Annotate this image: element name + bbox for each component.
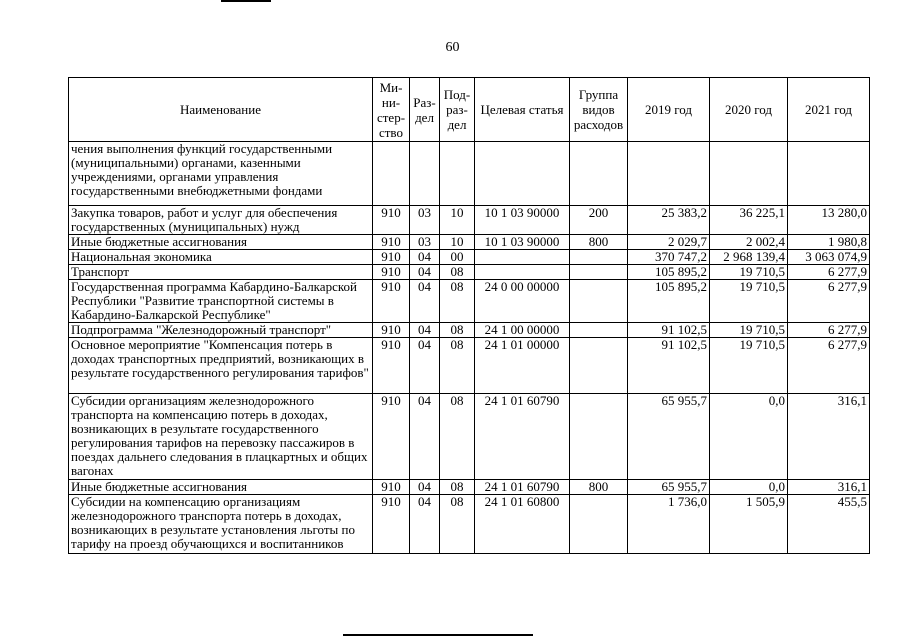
row-2021: 316,1: [788, 480, 870, 495]
row-2020: 0,0: [710, 394, 788, 480]
row-target: 24 1 01 60790: [475, 394, 570, 480]
row-2019: 65 955,7: [628, 394, 710, 480]
row-group: [570, 265, 628, 280]
table-header-row: [69, 78, 870, 142]
table-row: [69, 323, 870, 338]
row-2020: 19 710,5: [710, 338, 788, 394]
row-section: 04: [410, 250, 440, 265]
row-2019: 105 895,2: [628, 280, 710, 323]
row-subsection: [440, 142, 475, 206]
row-2020: 1 505,9: [710, 495, 788, 554]
row-group: [570, 280, 628, 323]
row-section: 04: [410, 495, 440, 554]
row-2021: 6 277,9: [788, 323, 870, 338]
row-ministry: 910: [373, 323, 410, 338]
row-subsection: 08: [440, 265, 475, 280]
row-target: [475, 250, 570, 265]
header-2020: 2020 год: [710, 78, 788, 142]
row-name: Иные бюджетные ассигнования: [69, 480, 373, 495]
row-name: Национальная экономика: [69, 250, 373, 265]
row-2020: 2 968 139,4: [710, 250, 788, 265]
header-group: Группа видов расходов: [570, 78, 628, 142]
row-2021: 3 063 074,9: [788, 250, 870, 265]
row-target: 24 1 00 00000: [475, 323, 570, 338]
row-2019: 2 029,7: [628, 235, 710, 250]
bottom-rule: [343, 634, 533, 636]
row-2020: 36 225,1: [710, 206, 788, 235]
row-2020: [710, 142, 788, 206]
row-section: 04: [410, 323, 440, 338]
header-2021: 2021 год: [788, 78, 870, 142]
row-subsection: 08: [440, 495, 475, 554]
row-2021: 6 277,9: [788, 338, 870, 394]
row-target: [475, 265, 570, 280]
row-section: [410, 142, 440, 206]
row-2020: 0,0: [710, 480, 788, 495]
row-ministry: [373, 142, 410, 206]
row-group: [570, 142, 628, 206]
row-subsection: 10: [440, 206, 475, 235]
row-name: Субсидии на компенсацию организациям железнодорожного транспорта потерь в доходах, возникающих в результате установления льготы по тарифу на проезд обучающихся и воспитанников: [69, 495, 373, 554]
row-2019: 91 102,5: [628, 338, 710, 394]
table-row: [69, 265, 870, 280]
header-subsection: Под-раз-дел: [440, 78, 475, 142]
row-name: чения выполнения функций государственными (муниципальными) органами, казенными учреждениями, органами управления государственными внебюджетными фондами: [69, 142, 373, 206]
header-name: Наименование: [69, 78, 373, 142]
row-name: Субсидии организациям железнодорожного транспорта на компенсацию потерь в доходах, возникающих в результате государственного регулирования тарифов на перевозку пассажиров в поездах дальнего следования в плацкартных и общих вагонах: [69, 394, 373, 480]
row-name: Подпрограмма "Железнодорожный транспорт": [69, 323, 373, 338]
table-row: [69, 394, 870, 480]
top-rule: [221, 0, 271, 2]
row-ministry: 910: [373, 265, 410, 280]
row-name: Закупка товаров, работ и услуг для обеспечения государственных (муниципальных) нужд: [69, 206, 373, 235]
row-ministry: 910: [373, 235, 410, 250]
row-target: 24 0 00 00000: [475, 280, 570, 323]
row-subsection: 08: [440, 394, 475, 480]
table-row: [69, 338, 870, 394]
header-2019: 2019 год: [628, 78, 710, 142]
row-group: [570, 495, 628, 554]
row-target: 10 1 03 90000: [475, 206, 570, 235]
row-group: 800: [570, 480, 628, 495]
table-row: [69, 235, 870, 250]
row-2019: 370 747,2: [628, 250, 710, 265]
row-subsection: 08: [440, 480, 475, 495]
row-2019: 105 895,2: [628, 265, 710, 280]
table-row: [69, 280, 870, 323]
row-ministry: 910: [373, 250, 410, 265]
row-2021: 13 280,0: [788, 206, 870, 235]
row-target: 24 1 01 00000: [475, 338, 570, 394]
row-2019: [628, 142, 710, 206]
row-2020: 19 710,5: [710, 265, 788, 280]
row-2019: 25 383,2: [628, 206, 710, 235]
row-2019: 91 102,5: [628, 323, 710, 338]
row-2021: 6 277,9: [788, 265, 870, 280]
header-target: Целевая статья: [475, 78, 570, 142]
row-group: [570, 250, 628, 265]
row-2019: 1 736,0: [628, 495, 710, 554]
row-subsection: 08: [440, 338, 475, 394]
row-subsection: 08: [440, 280, 475, 323]
row-2021: 6 277,9: [788, 280, 870, 323]
row-2021: 316,1: [788, 394, 870, 480]
row-2020: 19 710,5: [710, 280, 788, 323]
row-target: 24 1 01 60800: [475, 495, 570, 554]
row-section: 04: [410, 280, 440, 323]
table-row: [69, 495, 870, 554]
row-2021: 1 980,8: [788, 235, 870, 250]
table-row: [69, 250, 870, 265]
row-target: 10 1 03 90000: [475, 235, 570, 250]
row-subsection: 08: [440, 323, 475, 338]
row-ministry: 910: [373, 480, 410, 495]
row-target: 24 1 01 60790: [475, 480, 570, 495]
row-section: 04: [410, 265, 440, 280]
row-2021: 455,5: [788, 495, 870, 554]
row-name: Государственная программа Кабардино-Балкарской Республики "Развитие транспортной системы в Кабардино-Балкарской Республике": [69, 280, 373, 323]
row-ministry: 910: [373, 280, 410, 323]
row-group: [570, 394, 628, 480]
row-name: Основное мероприятие "Компенсация потерь в доходах транспортных предприятий, возникающих в результате государственного регулирования тарифов": [69, 338, 373, 394]
row-section: 03: [410, 235, 440, 250]
header-ministry: Ми-ни-стер-ство: [373, 78, 410, 142]
row-ministry: 910: [373, 338, 410, 394]
row-section: 03: [410, 206, 440, 235]
row-ministry: 910: [373, 206, 410, 235]
row-ministry: 910: [373, 394, 410, 480]
row-group: 200: [570, 206, 628, 235]
budget-table: [68, 77, 870, 554]
row-group: [570, 338, 628, 394]
row-ministry: 910: [373, 495, 410, 554]
row-2019: 65 955,7: [628, 480, 710, 495]
table-row: [69, 142, 870, 206]
row-2020: 2 002,4: [710, 235, 788, 250]
row-section: 04: [410, 338, 440, 394]
row-target: [475, 142, 570, 206]
row-name: Иные бюджетные ассигнования: [69, 235, 373, 250]
page-number: 60: [445, 40, 460, 55]
row-section: 04: [410, 480, 440, 495]
row-2020: 19 710,5: [710, 323, 788, 338]
row-subsection: 10: [440, 235, 475, 250]
row-name: Транспорт: [69, 265, 373, 280]
row-group: 800: [570, 235, 628, 250]
row-2021: [788, 142, 870, 206]
header-section: Раз-дел: [410, 78, 440, 142]
row-group: [570, 323, 628, 338]
table-row: [69, 206, 870, 235]
table-row: [69, 480, 870, 495]
row-section: 04: [410, 394, 440, 480]
row-subsection: 00: [440, 250, 475, 265]
